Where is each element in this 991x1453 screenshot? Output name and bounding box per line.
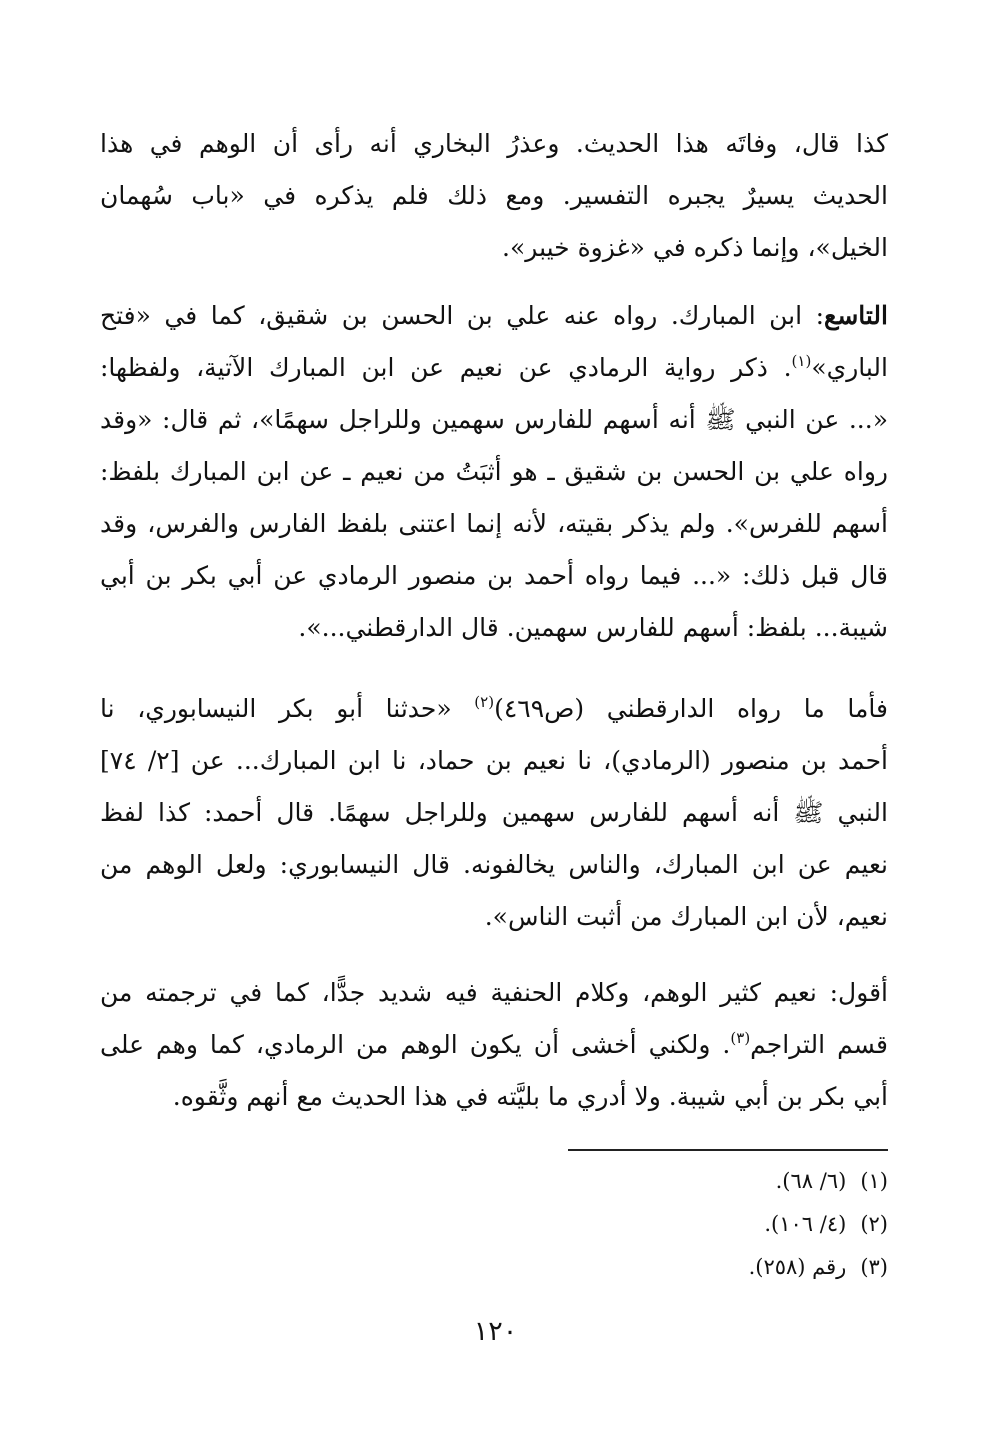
section-lead: التاسع xyxy=(824,301,888,330)
footnote-text: (٤/ ١٠٦). xyxy=(764,1212,847,1236)
text-line: رواه علي بن الحسن بن شقيق ـ هو أثبَتُ من نعيم ـ عن ابن المبارك بلفظ: xyxy=(100,457,888,486)
paragraph-3 xyxy=(100,683,888,943)
paragraph-2 xyxy=(100,290,888,654)
text-line xyxy=(100,1019,888,1071)
footnote-ref-1[interactable]: (١) xyxy=(791,352,812,370)
text-line xyxy=(100,683,888,735)
footnote-separator xyxy=(568,1149,888,1151)
text-line: الحديث يسيرٌ يجبره التفسير. ومع ذلك فلم يذكره في «باب سُهمان xyxy=(100,181,888,210)
footnote-text: رقم (٢٥٨). xyxy=(748,1255,847,1279)
footnote-number: (١) xyxy=(860,1169,888,1193)
text-line: نعيم عن ابن المبارك، والناس يخالفونه. قال النيسابوري: ولعل الوهم من xyxy=(100,850,888,879)
footnote-3 xyxy=(400,1246,888,1289)
footnote-1 xyxy=(400,1160,888,1203)
text-run: الباري» xyxy=(811,353,888,382)
footnote-ref-2[interactable]: (٢) xyxy=(474,693,495,711)
text-line: النبي ﷺ أنه أسهم للفارس سهمين وللراجل سهمًا. قال أحمد: كذا لفظ xyxy=(100,798,888,827)
text-line: كذا قال، وفاتَه هذا الحديث. وعذرُ البخاري أنه رأى أن الوهم في هذا xyxy=(100,129,888,158)
text-run: : ابن المبارك. رواه عنه علي بن الحسن بن شقيق، كما في «فتح xyxy=(100,301,825,330)
text-line: شيبة... بلفظ: أسهم للفارس سهمين. قال الدارقطني...». xyxy=(298,613,888,642)
text-line: الخيل»، وإنما ذكره في «غزوة خيبر». xyxy=(502,233,888,262)
text-line: نعيم، لأن ابن المبارك من أثبت الناس». xyxy=(484,902,888,931)
paragraph-1 xyxy=(100,118,888,274)
footnotes xyxy=(400,1160,888,1289)
footnote-2 xyxy=(400,1203,888,1246)
footnote-ref-3[interactable]: (٣) xyxy=(730,1029,751,1047)
text-run: . ذكر رواية الرمادي عن نعيم عن ابن المبارك الآتية، ولفظها: xyxy=(100,353,792,382)
text-line: أسهم للفرس». ولم يذكر بقيته، لأنه إنما اعتنى بلفظ الفارس والفرس، وقد xyxy=(100,509,888,538)
text-line xyxy=(100,290,888,342)
text-line: أقول: نعيم كثير الوهم، وكلام الحنفية فيه شديد جدًّا، كما في ترجمته من xyxy=(100,978,888,1007)
text-run: «حدثنا أبو بكر النيسابوري، نا xyxy=(100,694,475,723)
footnote-text: (٦/ ٦٨). xyxy=(775,1169,847,1193)
text-line: قال قبل ذلك: «... فيما رواه أحمد بن منصور الرمادي عن أبي بكر بن أبي xyxy=(100,561,888,590)
page-number: ١٢٠ xyxy=(473,1316,518,1347)
text-line: أبي بكر بن أبي شيبة. ولا أدري ما بليَّته في هذا الحديث مع أنهم وثَّقوه. xyxy=(172,1082,888,1111)
text-run: فأما ما رواه الدارقطني (ص٤٦٩) xyxy=(494,694,888,723)
text-line: أحمد بن منصور (الرمادي)، نا نعيم بن حماد، نا ابن المبارك... عن [٢/ ٧٤] xyxy=(100,746,889,775)
text-line: «... عن النبي ﷺ أنه أسهم للفارس سهمين وللراجل سهمًا»، ثم قال: «وقد xyxy=(100,405,888,434)
paragraph-4 xyxy=(100,967,888,1123)
text-run: قسم التراجم xyxy=(750,1030,888,1059)
footnote-number: (٣) xyxy=(860,1255,888,1279)
text-run: . ولكني أخشى أن يكون الوهم من الرمادي، كما وهم على xyxy=(100,1030,731,1059)
footnote-number: (٢) xyxy=(860,1212,888,1236)
text-line xyxy=(100,342,888,394)
